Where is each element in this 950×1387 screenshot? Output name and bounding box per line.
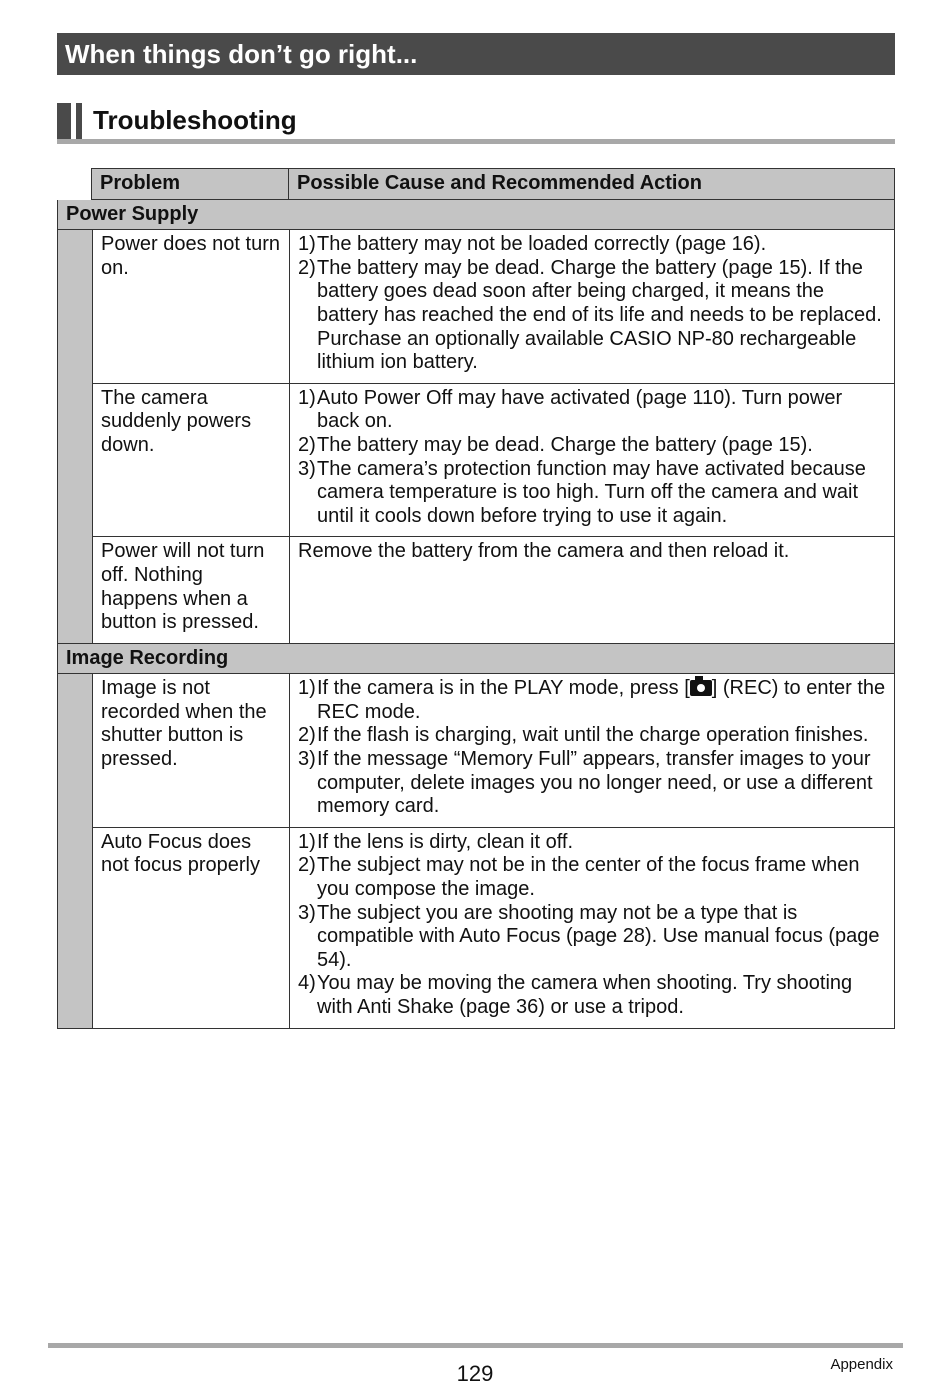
item-number: 1)	[298, 233, 316, 256]
item-text: The battery may be dead. Charge the battery (page 15).	[317, 433, 813, 456]
item-text-part: ] (REC) to enter the REC mode.	[317, 677, 886, 723]
chapter-title: When things don’t go right...	[57, 33, 895, 75]
item-number: 1)	[298, 830, 316, 853]
section-title: Troubleshooting	[93, 105, 297, 135]
footer-section-label: Appendix	[830, 1356, 893, 1373]
group-title: Power Supply	[58, 200, 894, 231]
problem-cell: Power will not turn off. Nothing happens when a button is pressed.	[93, 537, 290, 642]
item-text: The battery may be dead. Charge the battery (page 15). If the battery goes dead soon after being charged, it means the battery has reached the end of its life and needs to be replaced. Purchase an optionally available CASIO NP-80 rechargeable lithium ion battery.	[317, 256, 882, 374]
item-number: 2)	[298, 724, 316, 747]
item-number: 3)	[298, 457, 316, 480]
troubleshooting-table	[57, 168, 895, 1029]
action-cell	[290, 230, 894, 383]
item-number: 3)	[298, 901, 316, 924]
action-item	[298, 902, 886, 973]
table-row	[92, 674, 894, 827]
item-text-part: If the camera is in the PLAY mode, press [	[317, 677, 690, 700]
camera-icon	[690, 680, 712, 696]
table-row	[92, 827, 894, 1028]
item-text: The battery may not be loaded correctly (page 16).	[317, 233, 767, 256]
action-item	[298, 458, 886, 529]
table-header	[91, 168, 895, 200]
item-number: 2)	[298, 433, 316, 456]
action-cell	[290, 674, 894, 827]
table-row	[92, 230, 894, 383]
item-text: The subject you are shooting may not be a type that is compatible with Auto Focus (page 28). Use manual focus (page 54).	[317, 901, 880, 971]
problem-cell: The camera suddenly powers down.	[93, 384, 290, 537]
action-item	[298, 724, 886, 748]
action-item	[298, 677, 886, 724]
problem-cell: Power does not turn on.	[93, 230, 290, 383]
item-text: If the flash is charging, wait until the charge operation finishes.	[317, 724, 869, 747]
action-item	[298, 972, 886, 1019]
action-cell	[290, 384, 894, 537]
action-item	[298, 257, 886, 375]
action-item	[298, 387, 886, 434]
action-item	[298, 854, 886, 901]
action-item	[298, 233, 886, 257]
action-item	[298, 748, 886, 819]
action-item	[298, 434, 886, 458]
section-marker-thin	[76, 103, 82, 141]
header-action: Possible Cause and Recommended Action	[297, 172, 702, 194]
problem-cell: Auto Focus does not focus properly	[93, 828, 290, 1028]
item-number: 4)	[298, 972, 316, 995]
problem-cell: Image is not recorded when the shutter button is pressed.	[93, 674, 290, 827]
item-number: 3)	[298, 748, 316, 771]
group-title: Image Recording	[58, 644, 894, 675]
footer-rule	[48, 1343, 903, 1348]
action-cell: Remove the battery from the camera and then reload it.	[298, 540, 790, 563]
table-row	[92, 383, 894, 537]
item-text: If the lens is dirty, clean it off.	[317, 830, 574, 853]
item-text: You may be moving the camera when shooting. Try shooting with Anti Shake (page 36) or use a tripod.	[317, 972, 853, 1018]
item-text: Auto Power Off may have activated (page 110). Turn power back on.	[317, 386, 843, 433]
item-text: The camera’s protection function may have activated because camera temperature is too high. Turn off the camera and wait until it cools down before trying to use it again.	[317, 457, 866, 527]
page-number: 129	[456, 1361, 494, 1386]
item-number: 1)	[298, 677, 316, 700]
section-rule	[57, 139, 895, 144]
section-heading	[57, 101, 895, 143]
header-problem: Problem	[92, 169, 289, 199]
action-cell	[290, 828, 894, 1028]
action-item	[298, 831, 886, 855]
item-text: If the message “Memory Full” appears, transfer images to your computer, delete images you no longer need, or use a different memory card.	[317, 748, 873, 818]
item-number: 2)	[298, 256, 316, 279]
item-number: 2)	[298, 854, 316, 877]
group-power-supply	[57, 200, 895, 644]
item-number: 1)	[298, 386, 316, 409]
table-row	[92, 536, 894, 642]
item-text: The subject may not be in the center of the focus frame when you compose the image.	[317, 854, 860, 901]
group-image-recording	[57, 644, 895, 1029]
section-marker	[57, 103, 71, 141]
item-text	[317, 677, 886, 724]
